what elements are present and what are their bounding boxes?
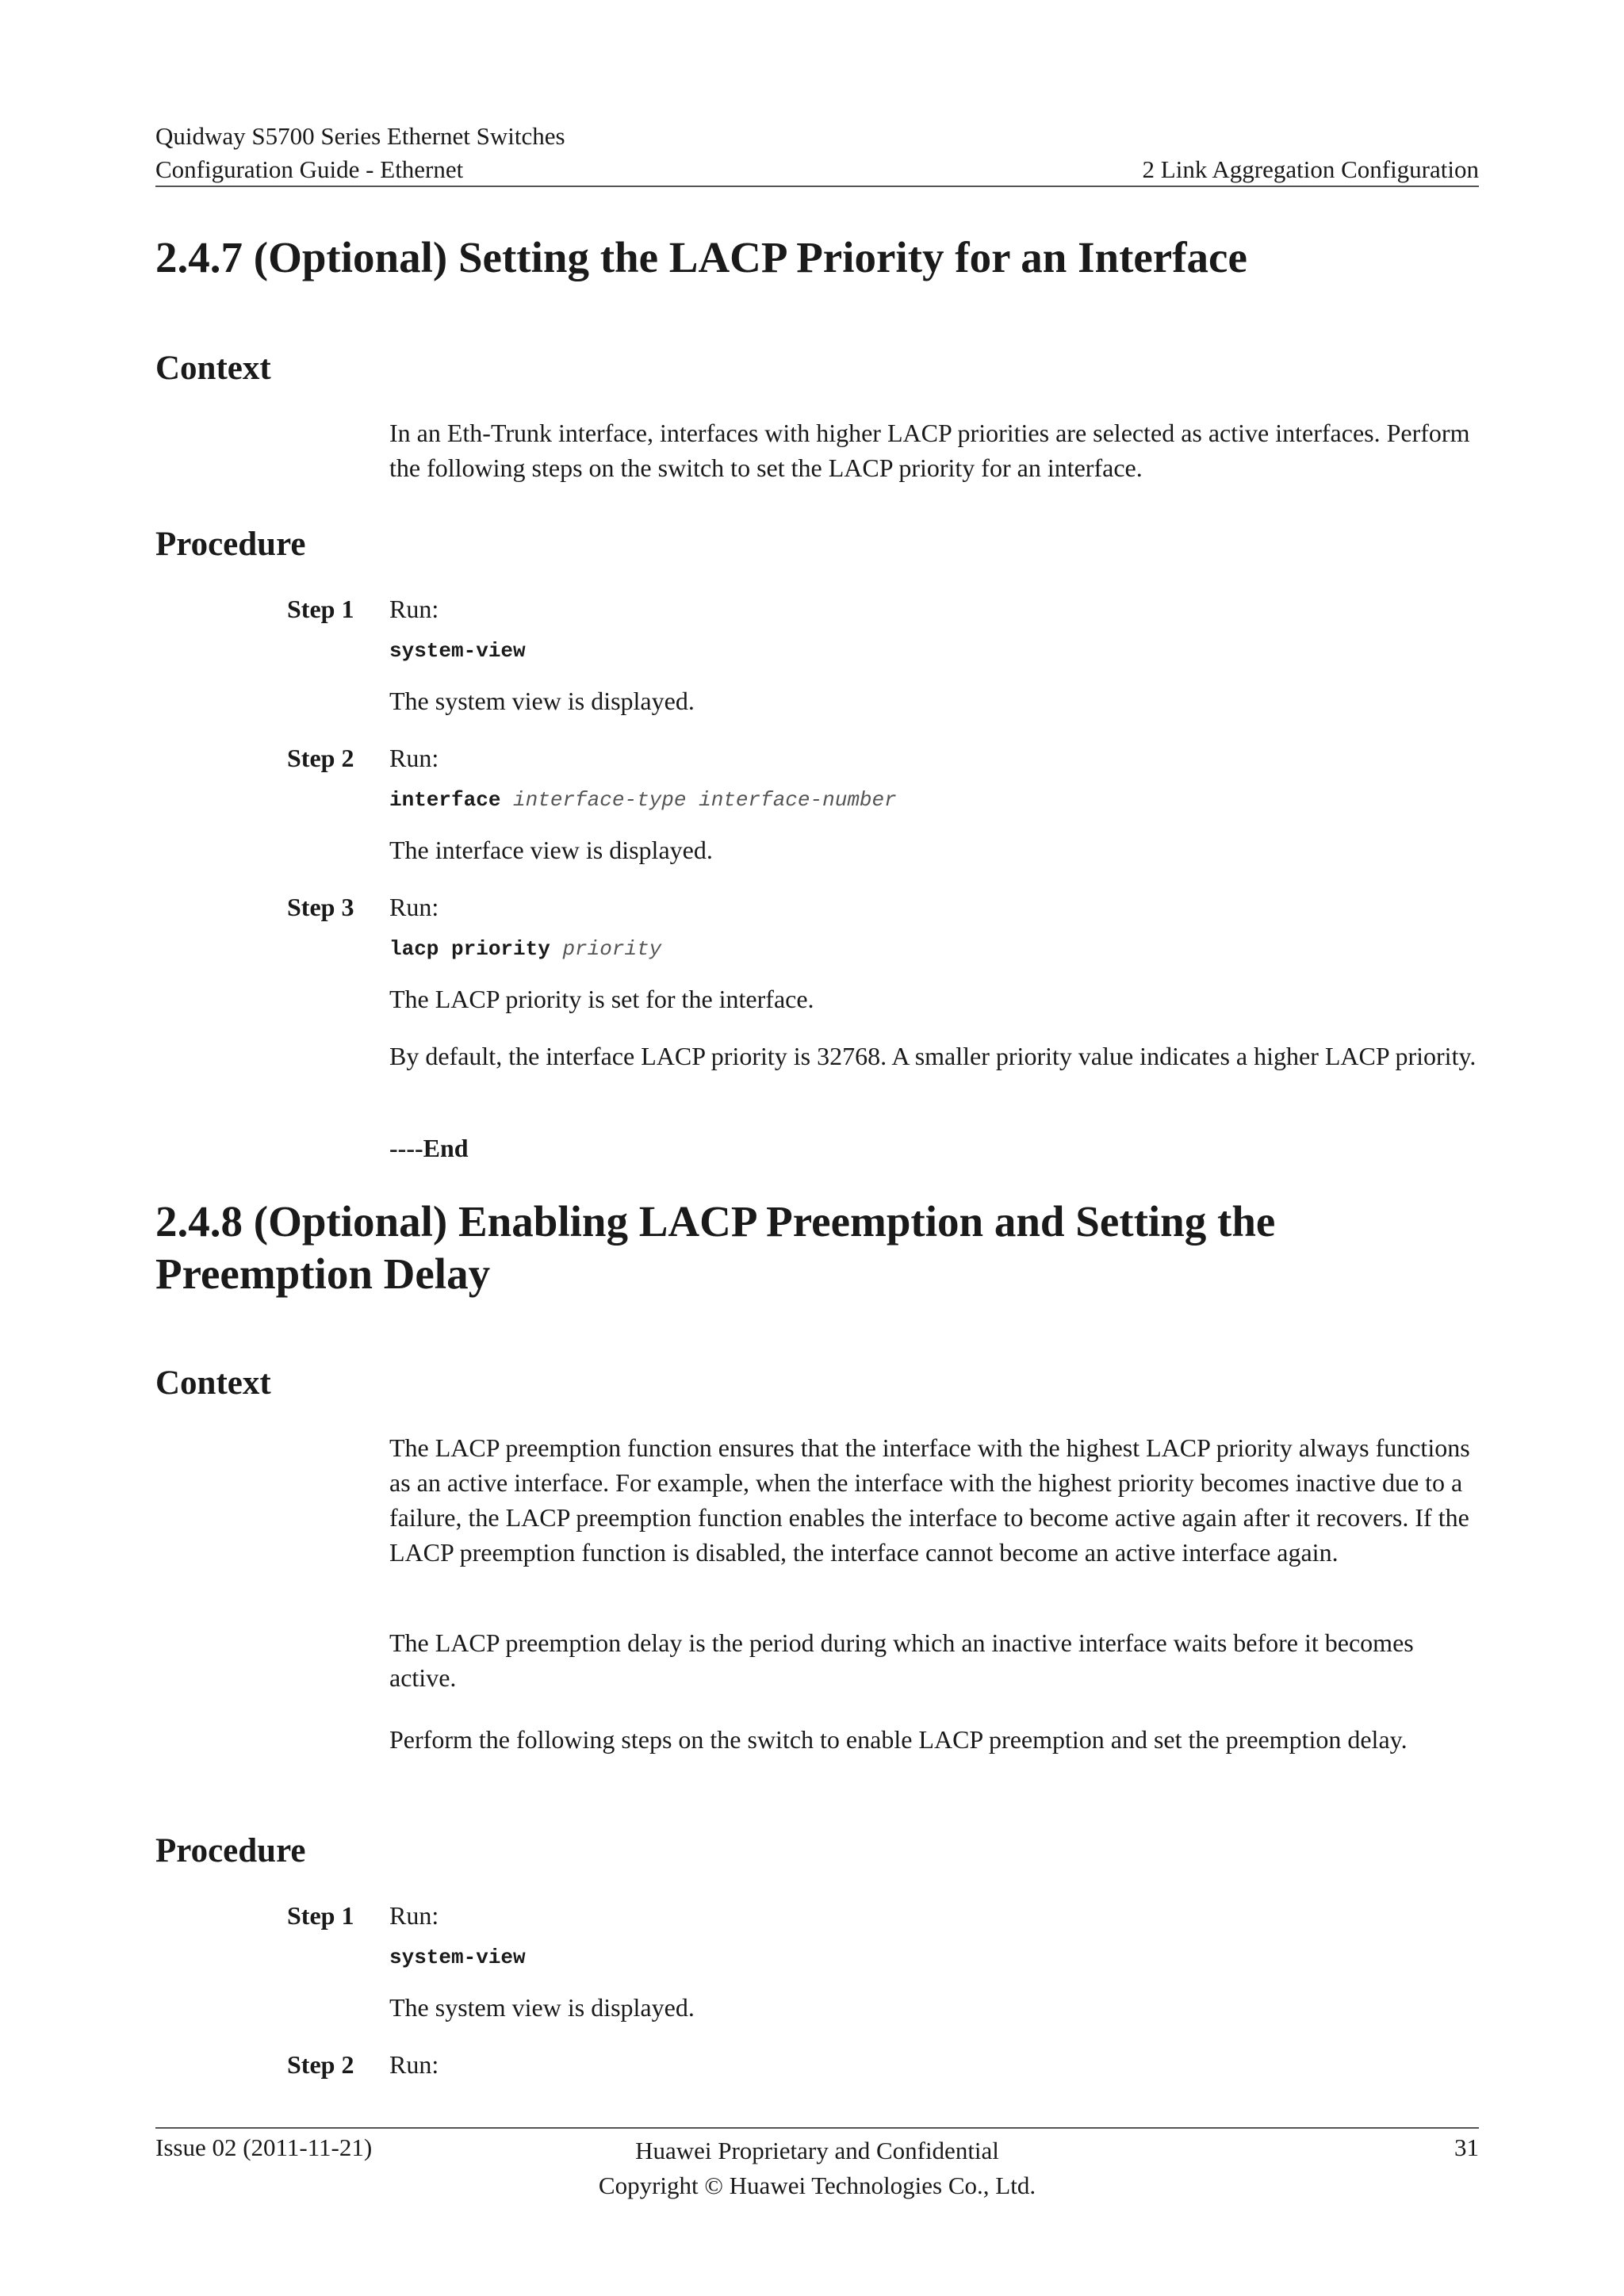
- page-footer: [155, 2127, 1479, 2200]
- page-header: [155, 119, 1479, 187]
- section-title-line1: 2.4.8 (Optional) Enabling LACP Preemption and Setting the: [155, 1197, 1276, 1246]
- header-chapter: 2 Link Aggregation Configuration: [1142, 155, 1479, 183]
- s2-step-2-run: Run:: [389, 2050, 439, 2079]
- step-1-result: The system view is displayed.: [389, 687, 695, 715]
- footer-confidential: Huawei Proprietary and Confidential: [635, 2137, 999, 2164]
- section-title-2-4-8: [155, 1196, 1275, 1300]
- step-3-command: [389, 937, 661, 961]
- command-argument: priority: [562, 937, 662, 961]
- command-keyword: system-view: [389, 639, 526, 663]
- command-keyword: interface: [389, 788, 501, 812]
- step-3-run: Run:: [389, 893, 439, 921]
- section-title-line2: Preemption Delay: [155, 1249, 491, 1298]
- step-3-result: The LACP priority is set for the interface.: [389, 985, 814, 1013]
- context-para-2: The LACP preemption delay is the period during which an inactive interface waits before it becomes active.: [389, 1628, 1414, 1692]
- step-1-run: Run:: [389, 595, 439, 623]
- footer-copyright: [155, 2133, 1479, 2203]
- step-1-command: [389, 639, 526, 663]
- procedure-heading-2: Procedure: [155, 1832, 306, 1869]
- step-2-result: The interface view is displayed.: [389, 836, 713, 864]
- procedure-end-marker: ----End: [389, 1134, 469, 1162]
- s2-step-1-label: Step 1: [287, 1901, 354, 1930]
- step-3-note: By default, the interface LACP priority is 32768. A smaller priority value indicates a higher LACP priority.: [389, 1042, 1477, 1070]
- procedure-heading-1: Procedure: [155, 526, 306, 563]
- s2-step-1-command: [389, 1946, 526, 1969]
- s2-step-1-run: Run:: [389, 1901, 439, 1930]
- step-3-label: Step 3: [287, 893, 354, 921]
- command-keyword: system-view: [389, 1946, 526, 1969]
- footer-issue: Issue 02 (2011-11-21): [155, 2133, 373, 2161]
- command-keyword: lacp priority: [389, 937, 550, 961]
- command-argument: interface-type interface-number: [513, 788, 897, 812]
- context-para-1: The LACP preemption function ensures that the interface with the highest LACP priority always functions as an active interface. For example, when the interface with the highest priority becomes inactive due to a failure, the LACP preemption function enables the interface to become active again after it recovers. If the LACP preemption function is disabled, the interface cannot become an active interface again.: [389, 1433, 1470, 1567]
- context-para-3: Perform the following steps on the switch to enable LACP preemption and set the preemption delay.: [389, 1725, 1408, 1754]
- step-2-command: [389, 788, 897, 812]
- section-title-2-4-7: 2.4.7 (Optional) Setting the LACP Priority for an Interface: [155, 233, 1247, 281]
- context-heading-1: Context: [155, 350, 271, 387]
- step-2-run: Run:: [389, 744, 439, 772]
- context-text-1: In an Eth-Trunk interface, interfaces with higher LACP priorities are selected as active interfaces. Perform the following steps on the switch to set the LACP priority for an interface.: [389, 419, 1470, 482]
- context-heading-2: Context: [155, 1364, 271, 1402]
- footer-copyright-line: Copyright © Huawei Technologies Co., Ltd.: [598, 2172, 1036, 2199]
- header-guide: Configuration Guide - Ethernet: [155, 155, 464, 183]
- step-1-label: Step 1: [287, 595, 354, 623]
- s2-step-2-label: Step 2: [287, 2050, 354, 2079]
- page-number: 31: [1454, 2133, 1479, 2161]
- header-product: Quidway S5700 Series Ethernet Switches: [155, 122, 565, 150]
- step-2-label: Step 2: [287, 744, 354, 772]
- s2-step-1-result: The system view is displayed.: [389, 1993, 695, 2022]
